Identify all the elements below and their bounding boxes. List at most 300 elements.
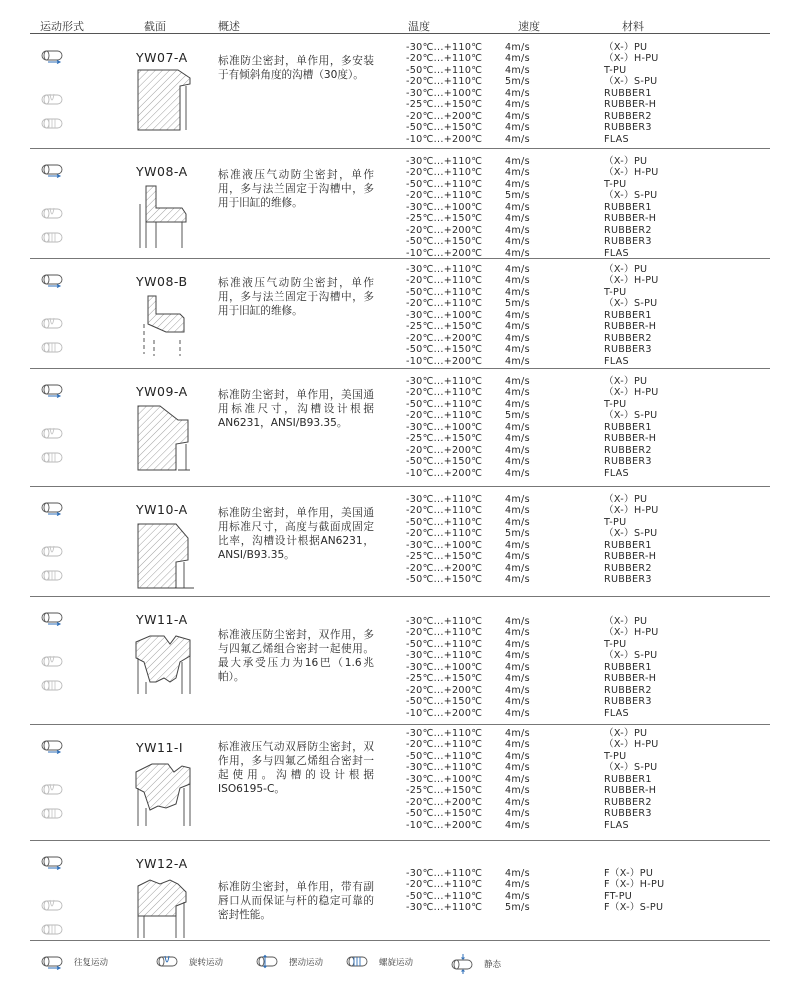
rotary-motion-icon: [40, 426, 66, 442]
reciprocating-motion-icon: [40, 382, 66, 398]
material-value: RUBBER3: [604, 808, 652, 820]
seal-row: [0, 840, 800, 940]
temperature-value: -20℃...+110℃: [406, 190, 483, 202]
speed-value: 4m/s: [505, 505, 530, 517]
temperature-value: -10℃...+200℃: [406, 819, 483, 831]
seal-cross-section: [130, 866, 200, 938]
temperature-value: -20℃...+200℃: [406, 684, 483, 696]
temperature-column: [406, 728, 482, 831]
material-value: RUBBER-H: [604, 321, 657, 333]
legend-label: 螺旋运动: [379, 958, 414, 968]
speed-value: 4m/s: [505, 494, 530, 505]
temperature-column: [406, 376, 482, 479]
temperature-column: [406, 616, 482, 719]
speed-value: 4m/s: [505, 355, 530, 367]
header-temperature: 温度: [408, 20, 430, 33]
speed-value: 4m/s: [505, 398, 530, 410]
speed-value: 4m/s: [505, 467, 530, 479]
seal-code: YW07-A: [136, 50, 188, 65]
seal-code: YW08-A: [136, 164, 188, 179]
material-value: FLAS: [604, 819, 629, 831]
temperature-value: -20℃...+110℃: [406, 410, 483, 422]
speed-value: 4m/s: [505, 42, 530, 53]
speed-value: 4m/s: [505, 516, 530, 528]
reciprocating-motion-icon: [40, 272, 66, 288]
row-divider: [30, 940, 770, 941]
header-section: 截面: [144, 20, 166, 33]
material-value: RUBBER1: [604, 661, 652, 673]
material-value: （X-）H-PU: [604, 275, 659, 287]
temperature-value: -20℃...+200℃: [406, 224, 483, 236]
speed-value: 4m/s: [505, 213, 530, 225]
speed-value: 4m/s: [505, 156, 530, 167]
material-value: F（X-）H-PU: [604, 879, 665, 891]
speed-value: 4m/s: [505, 707, 530, 719]
helical-motion-icon: [40, 450, 66, 466]
legend-item: [40, 954, 108, 970]
material-value: FLAS: [604, 247, 629, 259]
temperature-value: -50℃...+110℃: [406, 516, 483, 528]
seal-row: [0, 258, 800, 368]
temperature-value: -50℃...+150℃: [406, 344, 483, 356]
speed-value: 4m/s: [505, 387, 530, 399]
material-value: RUBBER-H: [604, 99, 657, 111]
material-value: RUBBER1: [604, 201, 652, 213]
speed-value: 4m/s: [505, 638, 530, 650]
temperature-value: -50℃...+110℃: [406, 178, 483, 190]
static-icon: [450, 954, 476, 974]
temperature-value: -30℃...+110℃: [406, 376, 483, 387]
temperature-value: -10℃...+200℃: [406, 133, 483, 145]
material-value: F（X-）S-PU: [604, 902, 664, 914]
speed-value: 5m/s: [505, 410, 530, 422]
legend-item: [450, 954, 501, 974]
temperature-value: -25℃...+150℃: [406, 673, 483, 685]
speed-value: 4m/s: [505, 661, 530, 673]
material-value: F（X-）PU: [604, 868, 654, 879]
speed-value: 4m/s: [505, 696, 530, 708]
temperature-value: -20℃...+200℃: [406, 444, 483, 456]
reciprocating-motion-icon: [40, 610, 66, 626]
temperature-value: -10℃...+200℃: [406, 247, 483, 259]
speed-value: 4m/s: [505, 868, 530, 879]
temperature-value: -30℃...+100℃: [406, 773, 483, 785]
material-value: （X-）H-PU: [604, 167, 659, 179]
temperature-value: -50℃...+150℃: [406, 808, 483, 820]
temperature-value: -20℃...+110℃: [406, 528, 483, 540]
legend-label: 摆动运动: [289, 958, 324, 968]
material-value: （X-）S-PU: [604, 650, 658, 662]
speed-value: 4m/s: [505, 684, 530, 696]
temperature-value: -20℃...+110℃: [406, 505, 483, 517]
reciprocating-motion-icon: [40, 162, 66, 178]
material-column: [604, 728, 659, 831]
seal-code: YW12-A: [136, 856, 188, 871]
material-value: RUBBER-H: [604, 213, 657, 225]
seal-row: [0, 486, 800, 596]
helical-motion-icon: [40, 922, 66, 938]
temperature-value: -25℃...+150℃: [406, 213, 483, 225]
speed-value: 5m/s: [505, 76, 530, 88]
material-value: RUBBER1: [604, 773, 652, 785]
speed-value: 4m/s: [505, 562, 530, 574]
material-column: [604, 616, 659, 719]
speed-value: 4m/s: [505, 224, 530, 236]
temperature-value: -25℃...+150℃: [406, 433, 483, 445]
helical-motion-icon: [40, 116, 66, 132]
speed-value: 5m/s: [505, 528, 530, 540]
temperature-value: -20℃...+110℃: [406, 275, 483, 287]
material-value: RUBBER1: [604, 87, 652, 99]
speed-value: 4m/s: [505, 673, 530, 685]
material-column: [604, 376, 659, 479]
temperature-value: -30℃...+100℃: [406, 201, 483, 213]
material-value: RUBBER1: [604, 421, 652, 433]
speed-value: 4m/s: [505, 819, 530, 831]
material-column: [604, 42, 659, 145]
material-value: （X-）H-PU: [604, 505, 659, 517]
seal-description: 标准防尘密封，单作用，美国通用标准尺寸，沟槽设计根据AN6231，ANSI/B93.35。: [218, 389, 374, 429]
rotary-motion-icon: [40, 206, 66, 222]
seal-code: YW11-A: [136, 612, 188, 627]
seal-code: YW10-A: [136, 502, 188, 517]
speed-value: 4m/s: [505, 344, 530, 356]
material-value: RUBBER-H: [604, 673, 657, 685]
rotary-motion-icon: [40, 898, 66, 914]
material-value: （X-）PU: [604, 376, 648, 387]
material-column: [604, 156, 659, 259]
material-value: RUBBER2: [604, 562, 652, 574]
temperature-value: -30℃...+110℃: [406, 42, 483, 53]
speed-value: 4m/s: [505, 53, 530, 65]
speed-value: 4m/s: [505, 178, 530, 190]
motion-icons: [40, 500, 74, 592]
seal-row: [0, 596, 800, 724]
material-value: FLAS: [604, 707, 629, 719]
temperature-value: -30℃...+110℃: [406, 868, 483, 879]
reciprocating-motion-icon: [40, 738, 66, 754]
temperature-value: -30℃...+110℃: [406, 264, 483, 275]
material-value: FLAS: [604, 467, 629, 479]
material-value: RUBBER2: [604, 684, 652, 696]
oscillating-motion-icon: [255, 954, 281, 970]
motion-icons: [40, 162, 74, 254]
temperature-value: -50℃...+110℃: [406, 64, 483, 76]
material-value: FT-PU: [604, 890, 633, 902]
temperature-value: -20℃...+110℃: [406, 627, 483, 639]
speed-value: 4m/s: [505, 750, 530, 762]
material-value: （X-）PU: [604, 264, 648, 275]
temperature-value: -20℃...+200℃: [406, 332, 483, 344]
temperature-value: -20℃...+110℃: [406, 53, 483, 65]
speed-column: [505, 616, 530, 719]
material-value: T-PU: [604, 516, 627, 528]
temperature-value: -30℃...+110℃: [406, 902, 483, 914]
speed-value: 4m/s: [505, 444, 530, 456]
motion-icons: [40, 610, 74, 702]
material-value: RUBBER-H: [604, 551, 657, 563]
header-material: 材料: [622, 20, 644, 33]
motion-icons: [40, 854, 74, 946]
temperature-value: -30℃...+110℃: [406, 494, 483, 505]
speed-value: 4m/s: [505, 574, 530, 586]
temperature-value: -50℃...+150℃: [406, 122, 483, 134]
temperature-value: -20℃...+110℃: [406, 167, 483, 179]
material-column: [604, 868, 664, 914]
temperature-value: -20℃...+110℃: [406, 387, 483, 399]
temperature-value: -30℃...+100℃: [406, 539, 483, 551]
speed-column: [505, 156, 530, 259]
header-speed: 速度: [518, 20, 540, 33]
temperature-value: -20℃...+200℃: [406, 562, 483, 574]
speed-value: 4m/s: [505, 87, 530, 99]
speed-value: 4m/s: [505, 376, 530, 387]
speed-value: 4m/s: [505, 275, 530, 287]
material-value: （X-）S-PU: [604, 410, 658, 422]
speed-value: 4m/s: [505, 739, 530, 751]
material-value: （X-）PU: [604, 42, 648, 53]
temperature-value: -25℃...+150℃: [406, 551, 483, 563]
material-value: RUBBER2: [604, 796, 652, 808]
seal-cross-section: [130, 284, 200, 366]
seal-row: [0, 368, 800, 486]
speed-value: 4m/s: [505, 456, 530, 468]
helical-motion-icon: [40, 568, 66, 584]
temperature-column: [406, 156, 482, 259]
speed-value: 4m/s: [505, 762, 530, 774]
temperature-value: -30℃...+100℃: [406, 87, 483, 99]
temperature-value: -50℃...+150℃: [406, 236, 483, 248]
speed-value: 4m/s: [505, 264, 530, 275]
material-value: RUBBER3: [604, 344, 652, 356]
seal-code: YW11-I: [136, 740, 184, 755]
rotary-motion-icon: [40, 654, 66, 670]
table-header: [0, 0, 800, 34]
material-value: RUBBER1: [604, 309, 652, 321]
temperature-value: -30℃...+110℃: [406, 616, 483, 627]
temperature-value: -50℃...+150℃: [406, 456, 483, 468]
legend-item: [255, 954, 323, 970]
motion-legend: [0, 950, 800, 978]
speed-value: 5m/s: [505, 902, 530, 914]
helical-motion-icon: [40, 230, 66, 246]
speed-value: 4m/s: [505, 133, 530, 145]
temperature-value: -20℃...+200℃: [406, 110, 483, 122]
speed-column: [505, 376, 530, 479]
speed-value: 5m/s: [505, 190, 530, 202]
legend-label: 静态: [484, 960, 502, 970]
temperature-value: -20℃...+110℃: [406, 739, 483, 751]
seal-description: 标准液压气动防尘密封，单作用，多与法兰固定于沟槽中，多用于旧缸的维修。: [218, 277, 374, 317]
material-value: T-PU: [604, 750, 627, 762]
rotary-motion-icon: [155, 954, 181, 970]
temperature-value: -20℃...+110℃: [406, 76, 483, 88]
seal-description: 标准防尘密封，单作用，带有副唇口从而保证与杆的稳定可靠的密封性能。: [218, 881, 374, 921]
temperature-value: -20℃...+110℃: [406, 879, 483, 891]
material-value: （X-）S-PU: [604, 762, 658, 774]
helical-motion-icon: [345, 954, 371, 970]
seal-code: YW08-B: [136, 274, 188, 289]
speed-column: [505, 264, 530, 367]
temperature-value: -10℃...+200℃: [406, 707, 483, 719]
legend-label: 往复运动: [74, 958, 109, 968]
legend-item: [155, 954, 223, 970]
material-value: （X-）S-PU: [604, 528, 658, 540]
speed-value: 4m/s: [505, 236, 530, 248]
material-value: T-PU: [604, 398, 627, 410]
material-value: T-PU: [604, 178, 627, 190]
speed-column: [505, 728, 530, 831]
seal-row: [0, 34, 800, 148]
speed-value: 4m/s: [505, 309, 530, 321]
material-value: RUBBER2: [604, 224, 652, 236]
material-value: （X-）PU: [604, 728, 648, 739]
material-value: RUBBER-H: [604, 785, 657, 797]
seal-row: [0, 148, 800, 258]
seal-description: 标准防尘密封，单作用，多安装于有倾斜角度的沟槽（30度）。: [218, 55, 374, 81]
material-value: （X-）H-PU: [604, 627, 659, 639]
material-value: T-PU: [604, 286, 627, 298]
speed-value: 4m/s: [505, 539, 530, 551]
rotary-motion-icon: [40, 316, 66, 332]
speed-value: 4m/s: [505, 421, 530, 433]
temperature-value: -20℃...+200℃: [406, 796, 483, 808]
temperature-value: -25℃...+150℃: [406, 99, 483, 111]
seal-description: 标准防尘密封，单作用，美国通用标准尺寸，高度与截面成固定比率，沟槽设计根据AN6231，ANSI/B93.35。: [218, 507, 374, 561]
temperature-value: -50℃...+110℃: [406, 890, 483, 902]
speed-value: 4m/s: [505, 167, 530, 179]
reciprocating-motion-icon: [40, 954, 66, 970]
rotary-motion-icon: [40, 544, 66, 560]
temperature-value: -30℃...+110℃: [406, 650, 483, 662]
temperature-value: -25℃...+150℃: [406, 321, 483, 333]
temperature-value: -30℃...+100℃: [406, 421, 483, 433]
material-value: FLAS: [604, 355, 629, 367]
speed-value: 4m/s: [505, 286, 530, 298]
material-value: RUBBER3: [604, 122, 652, 134]
temperature-value: -30℃...+110℃: [406, 728, 483, 739]
helical-motion-icon: [40, 678, 66, 694]
temperature-value: -30℃...+110℃: [406, 762, 483, 774]
material-value: T-PU: [604, 64, 627, 76]
seal-description: 标准液压气动防尘密封，单作用，多与法兰固定于沟槽中，多用于旧缸的维修。: [218, 169, 374, 209]
material-value: RUBBER2: [604, 110, 652, 122]
speed-value: 4m/s: [505, 201, 530, 213]
legend-label: 旋转运动: [189, 958, 224, 968]
speed-value: 4m/s: [505, 321, 530, 333]
helical-motion-icon: [40, 806, 66, 822]
speed-value: 4m/s: [505, 785, 530, 797]
speed-value: 4m/s: [505, 433, 530, 445]
helical-motion-icon: [40, 340, 66, 356]
temperature-column: [406, 42, 482, 145]
seal-cross-section: [130, 394, 200, 484]
temperature-value: -50℃...+110℃: [406, 286, 483, 298]
temperature-value: -10℃...+200℃: [406, 467, 483, 479]
temperature-value: -20℃...+110℃: [406, 298, 483, 310]
material-value: RUBBER2: [604, 444, 652, 456]
motion-icons: [40, 272, 74, 364]
header-motion: 运动形式: [40, 20, 84, 33]
seal-cross-section: [130, 60, 200, 146]
speed-value: 4m/s: [505, 627, 530, 639]
reciprocating-motion-icon: [40, 48, 66, 64]
speed-column: [505, 494, 530, 586]
seal-row: [0, 724, 800, 840]
speed-column: [505, 868, 530, 914]
temperature-value: -30℃...+100℃: [406, 309, 483, 321]
material-value: （X-）H-PU: [604, 387, 659, 399]
speed-value: 4m/s: [505, 247, 530, 259]
motion-icons: [40, 738, 74, 830]
speed-value: 4m/s: [505, 650, 530, 662]
material-value: RUBBER2: [604, 332, 652, 344]
speed-value: 4m/s: [505, 890, 530, 902]
temperature-value: -50℃...+150℃: [406, 574, 483, 586]
speed-value: 4m/s: [505, 773, 530, 785]
speed-value: 4m/s: [505, 110, 530, 122]
temperature-column: [406, 494, 482, 586]
material-value: RUBBER3: [604, 574, 652, 586]
speed-value: 4m/s: [505, 332, 530, 344]
speed-value: 4m/s: [505, 99, 530, 111]
material-value: RUBBER3: [604, 236, 652, 248]
temperature-value: -30℃...+110℃: [406, 156, 483, 167]
reciprocating-motion-icon: [40, 500, 66, 516]
material-value: （X-）S-PU: [604, 76, 658, 88]
temperature-value: -50℃...+110℃: [406, 638, 483, 650]
seal-cross-section: [130, 750, 200, 838]
seal-description: 标准液压防尘密封，双作用，多与四氟乙烯组合密封一起使用。最大承受压力为16巴（1.6兆帕）。: [218, 629, 374, 683]
material-column: [604, 264, 659, 367]
material-value: RUBBER-H: [604, 433, 657, 445]
seal-description: 标准液压气动双唇防尘密封，双作用，多与四氟乙烯组合密封一起使用。沟槽的设计根据ISO6195-C。: [218, 741, 374, 795]
material-value: （X-）H-PU: [604, 739, 659, 751]
material-value: （X-）S-PU: [604, 190, 658, 202]
material-column: [604, 494, 659, 586]
material-value: RUBBER3: [604, 456, 652, 468]
temperature-value: -30℃...+100℃: [406, 661, 483, 673]
motion-icons: [40, 48, 74, 140]
speed-value: 4m/s: [505, 728, 530, 739]
speed-column: [505, 42, 530, 145]
seal-cross-section: [130, 174, 200, 256]
material-value: （X-）H-PU: [604, 53, 659, 65]
material-value: RUBBER1: [604, 539, 652, 551]
speed-value: 4m/s: [505, 879, 530, 891]
legend-item: [345, 954, 413, 970]
material-value: FLAS: [604, 133, 629, 145]
temperature-value: -10℃...+200℃: [406, 355, 483, 367]
rotary-motion-icon: [40, 92, 66, 108]
temperature-column: [406, 264, 482, 367]
rotary-motion-icon: [40, 782, 66, 798]
material-value: （X-）PU: [604, 616, 648, 627]
speed-value: 4m/s: [505, 64, 530, 76]
material-value: RUBBER3: [604, 696, 652, 708]
temperature-value: -50℃...+110℃: [406, 398, 483, 410]
speed-value: 4m/s: [505, 551, 530, 563]
speed-value: 4m/s: [505, 122, 530, 134]
temperature-value: -25℃...+150℃: [406, 785, 483, 797]
reciprocating-motion-icon: [40, 854, 66, 870]
speed-value: 5m/s: [505, 298, 530, 310]
material-value: （X-）PU: [604, 494, 648, 505]
seal-code: YW09-A: [136, 384, 188, 399]
speed-value: 4m/s: [505, 808, 530, 820]
temperature-value: -50℃...+150℃: [406, 696, 483, 708]
temperature-value: -50℃...+110℃: [406, 750, 483, 762]
